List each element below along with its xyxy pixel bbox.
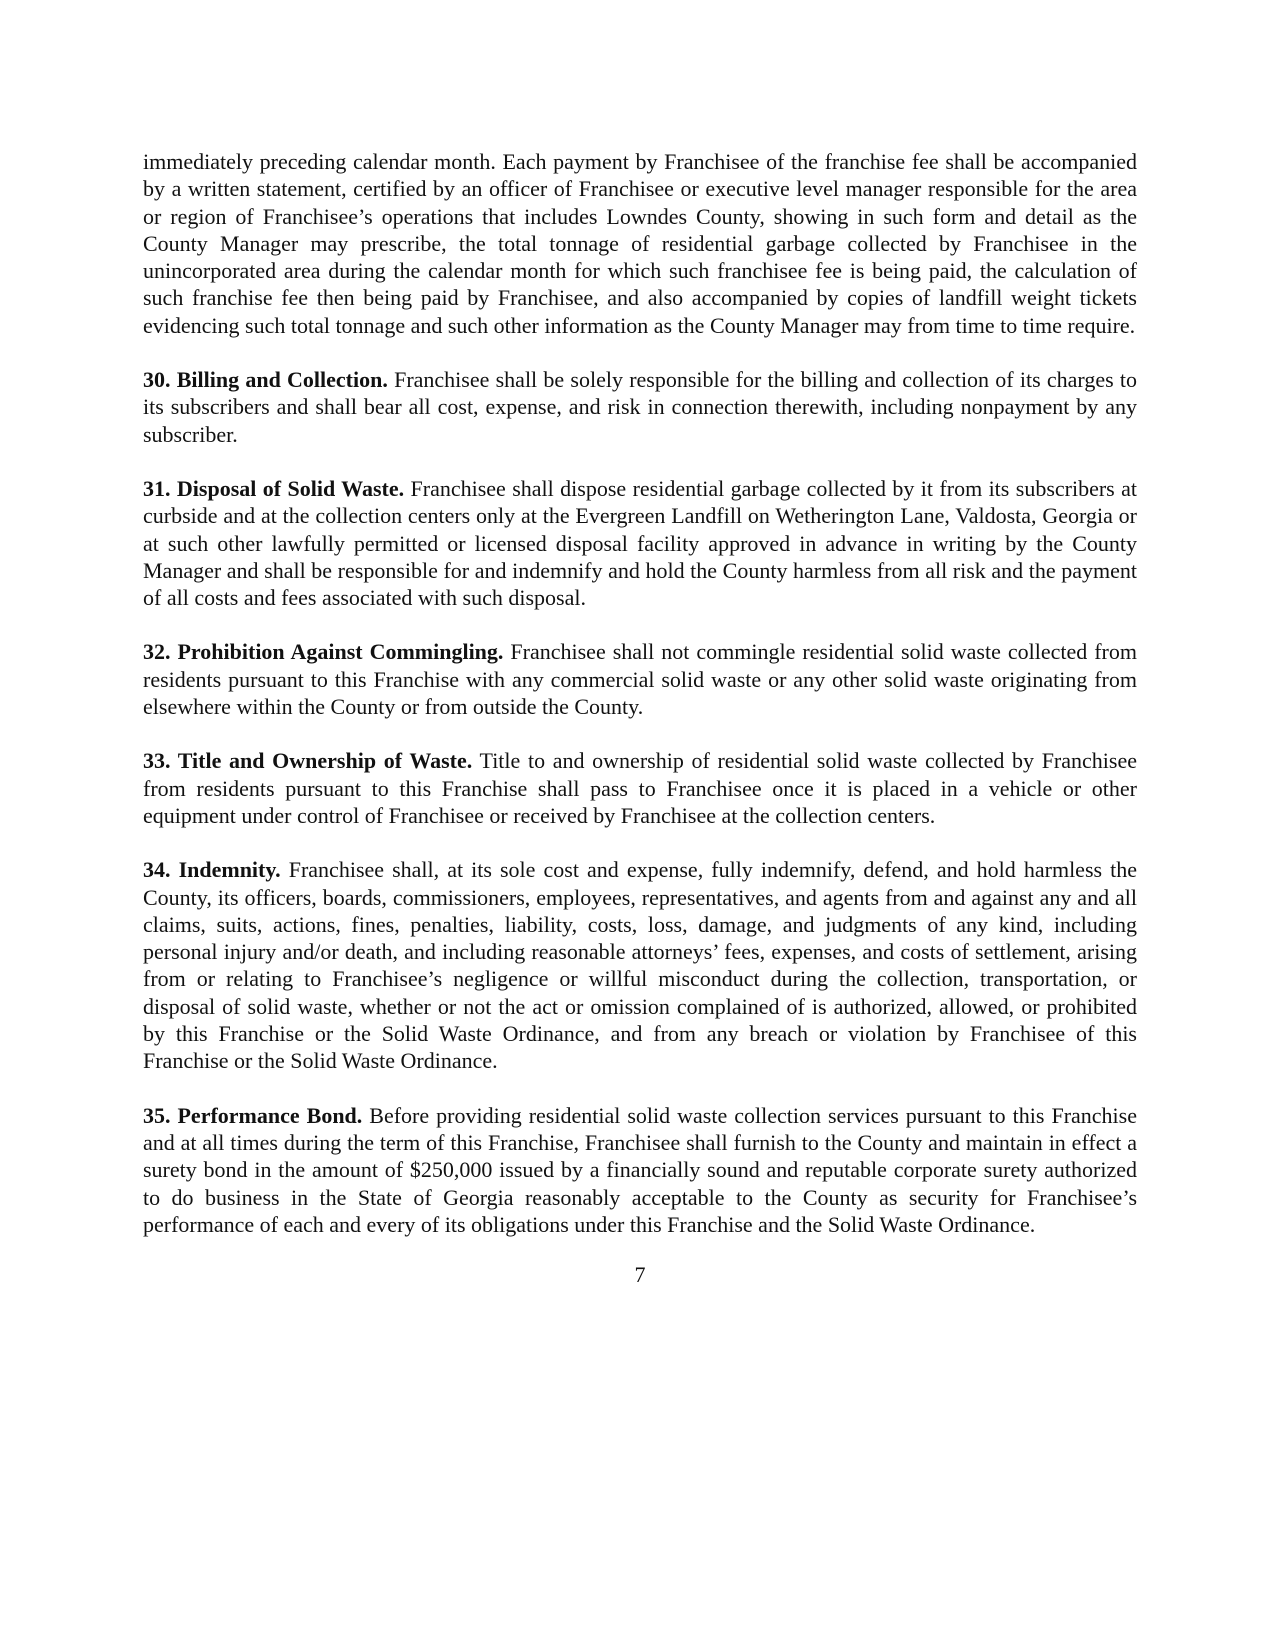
section-heading: 31. Disposal of Solid Waste. (143, 475, 405, 501)
paragraph-section-35-performance-bond (143, 1102, 1137, 1238)
paragraph-section-31-disposal-of-solid-waste (143, 475, 1137, 611)
paragraph-section-32-prohibition-against-commingling (143, 638, 1137, 720)
paragraph-section-30-billing-and-collection (143, 366, 1137, 448)
paragraph-section-34-indemnity (143, 856, 1137, 1074)
section-body: Before providing residential solid waste collection services pursuant to this Franchise and at all times during the term of this Franchise, Franchisee shall furnish to the County and maintain in effect a surety bond in the amount of $250,000 issued by a financially sound and reputable corporate surety authorized to do business in the State of Georgia reasonably acceptable to the County as security for Franchisee’s performance of each and every of its obligations under this Franchise and the Solid Waste Ordinance. (143, 1102, 1137, 1237)
section-heading: 34. Indemnity. (143, 857, 281, 883)
paragraph-body: immediately preceding calendar month. Each payment by Franchisee of the franchise fee shall be accompanied by a written statement, certified by an officer of Franchisee or executive level manager responsible for the area or region of Franchisee’s operations that includes Lowndes County, showing in such form and detail as the County Manager may prescribe, the total tonnage of residential garbage collected by Franchisee in the unincorporated area during the calendar month for which such franchisee fee is being paid, the calculation of such franchise fee then being paid by Franchisee, and also accompanied by copies of landfill weight tickets evidencing such total tonnage and such other information as the County Manager may from time to time require. (143, 149, 1137, 338)
section-heading: 33. Title and Ownership of Waste. (143, 748, 473, 774)
section-heading: 35. Performance Bond. (143, 1102, 363, 1128)
section-heading: 32. Prohibition Against Commingling. (143, 639, 504, 665)
paragraph-franchise-fee-continuation (143, 148, 1137, 339)
section-body: Franchisee shall be solely responsible for the billing and collection of its charges to its subscribers and shall bear all cost, expense, and risk in connection therewith, including nonpayment by any subscriber. (143, 367, 1137, 447)
paragraph-section-33-title-and-ownership-of-waste (143, 747, 1137, 829)
section-heading: 30. Billing and Collection. (143, 367, 388, 393)
section-body: Franchisee shall dispose residential garbage collected by it from its subscribers at curbside and at the collection centers only at the Evergreen Landfill on Wetherington Lane, Valdosta, Georgia or at such other lawfully permitted or licensed disposal facility approved in advance in writing by the County Manager and shall be responsible for and indemnify and hold the County harmless from all risk and the payment of all costs and fees associated with such disposal. (143, 475, 1138, 611)
page-number: 7 (634, 1262, 646, 1288)
section-body: Franchisee shall not commingle residential solid waste collected from residents pursuant to this Franchise with any commercial solid waste or any other solid waste originating from elsewhere within the County or from outside the County. (143, 639, 1137, 720)
section-body: Franchisee shall, at its sole cost and expense, fully indemnify, defend, and hold harmless the County, its officers, boards, commissioners, employees, representatives, and agents from and against any and all claims, suits, actions, fines, penalties, liability, costs, loss, damage, and judgments of any kind, including personal injury and/or death, and including reasonable attorneys’ fees, expenses, and costs of settlement, arising from or relating to Franchisee’s negligence or willful misconduct during the collection, transportation, or disposal of solid waste, whether or not the act or omission complained of is authorized, allowed, or prohibited by this Franchise or the Solid Waste Ordinance, and from any breach or violation by Franchisee of this Franchise or the Solid Waste Ordinance. (143, 857, 1138, 1074)
section-body: Title to and ownership of residential solid waste collected by Franchisee from residents pursuant to this Franchise shall pass to Franchisee once it is placed in a vehicle or other equipment under control of Franchisee or received by Franchisee at the collection centers. (143, 748, 1137, 828)
